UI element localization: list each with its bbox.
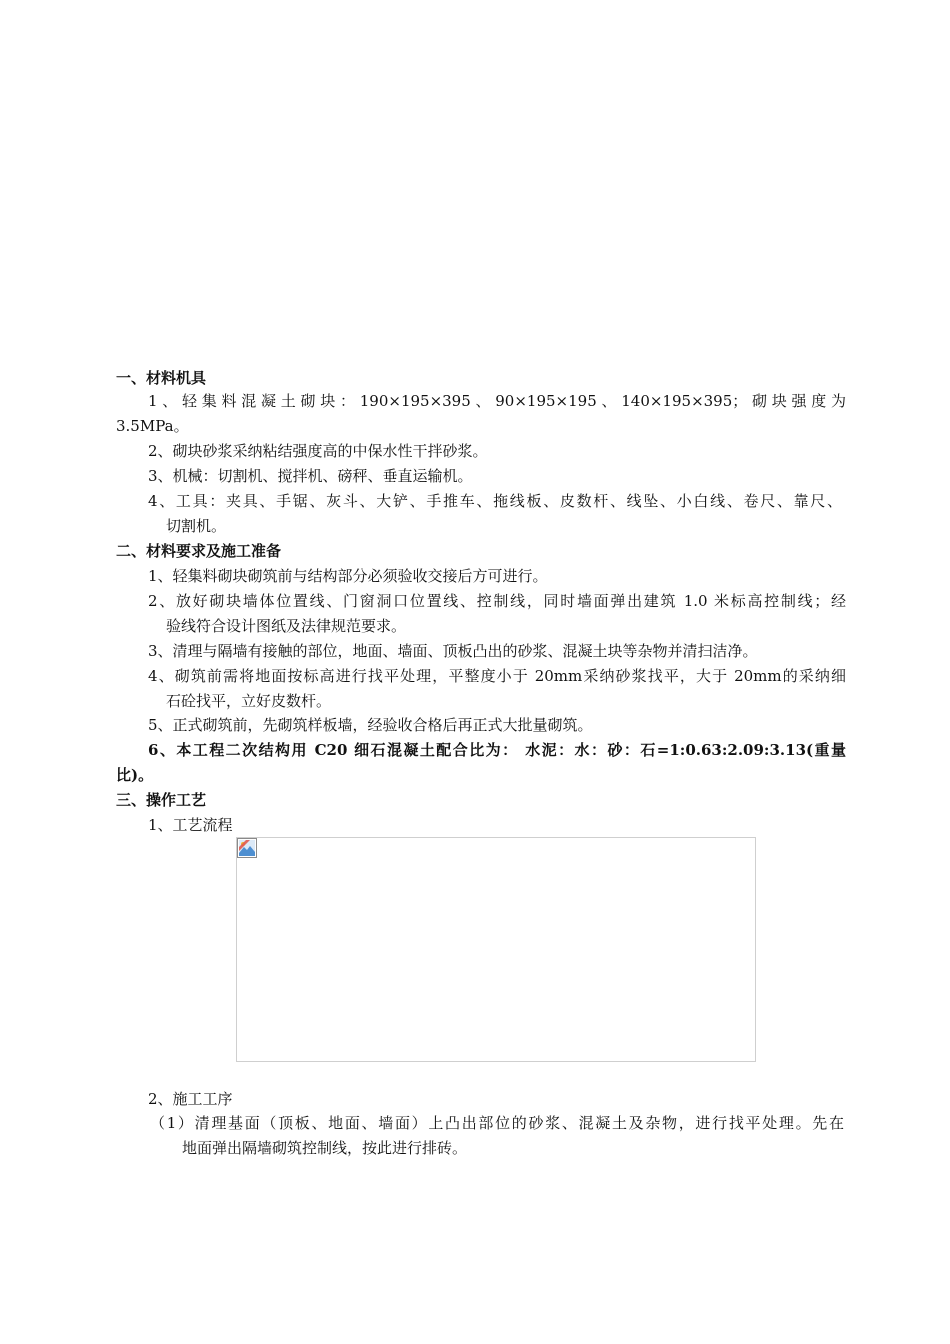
s2-item-2-line-1: 2、放好砌块墙体位置线、门窗洞口位置线、控制线，同时墙面弹出建筑 1.0 米标高控制线；经 <box>148 592 846 610</box>
s3-sub-1-line-1: （1）清理基面（顶板、地面、墙面）上凸出部位的砂浆、混凝土及杂物，进行找平处理。先在 <box>150 1114 844 1132</box>
s3-item-2: 2、施工工序 <box>148 1090 233 1108</box>
s2-item-4-line-2: 石砼找平，立好皮数杆。 <box>166 692 332 710</box>
s1-item-4-line-2: 切割机。 <box>166 517 227 535</box>
s1-item-3: 3、机械：切割机、搅拌机、磅秤、垂直运输机。 <box>148 467 473 485</box>
section-2-heading: 二、材料要求及施工准备 <box>116 542 282 560</box>
s1-item-1-line-2: 3.5MPa。 <box>116 417 189 435</box>
broken-image-icon <box>237 838 257 858</box>
section-1-heading: 一、材料机具 <box>116 369 207 387</box>
s3-sub-1-line-2: 地面弹出隔墙砌筑控制线，按此进行排砖。 <box>182 1139 468 1157</box>
s2-item-1: 1、轻集料砌块砌筑前与结构部分必须验收交接后方可进行。 <box>148 567 548 585</box>
s2-item-5: 5、正式砌筑前，先砌筑样板墙，经验收合格后再正式大批量砌筑。 <box>148 716 593 734</box>
s1-item-2: 2、砌块砂浆采纳粘结强度高的中保水性干拌砂浆。 <box>148 442 488 460</box>
s1-item-4-line-1: 4、工具：夹具、手锯、灰斗、大铲、手推车、拖线板、皮数杆、线坠、小白线、卷尺、靠尺、 <box>148 492 842 510</box>
s2-item-4-line-1: 4、砌筑前需将地面按标高进行找平处理，平整度小于 20mm采纳砂浆找平，大于 20mm的采纳细 <box>148 667 846 685</box>
s2-item-2-line-2: 验线符合设计图纸及法律规范要求。 <box>166 617 407 635</box>
s2-item-6-line-2: 比)。 <box>116 766 154 784</box>
s3-item-1: 1、工艺流程 <box>148 816 233 834</box>
s2-item-3: 3、清理与隔墙有接触的部位，地面、墙面、顶板凸出的砂浆、混凝土块等杂物并清扫洁净。 <box>148 642 758 660</box>
process-flow-figure <box>236 837 756 1062</box>
s2-item-6-line-1: 6、本工程二次结构用 C20 细石混凝土配合比为： 水泥：水：砂：石=1:0.63:2.09:3.13(重量 <box>148 741 846 759</box>
s1-item-1-line-1: 1、轻集料混凝土砌块：190×195×395、90×195×195、140×195×395；砌块强度为 <box>148 392 846 410</box>
section-3-heading: 三、操作工艺 <box>116 791 207 809</box>
